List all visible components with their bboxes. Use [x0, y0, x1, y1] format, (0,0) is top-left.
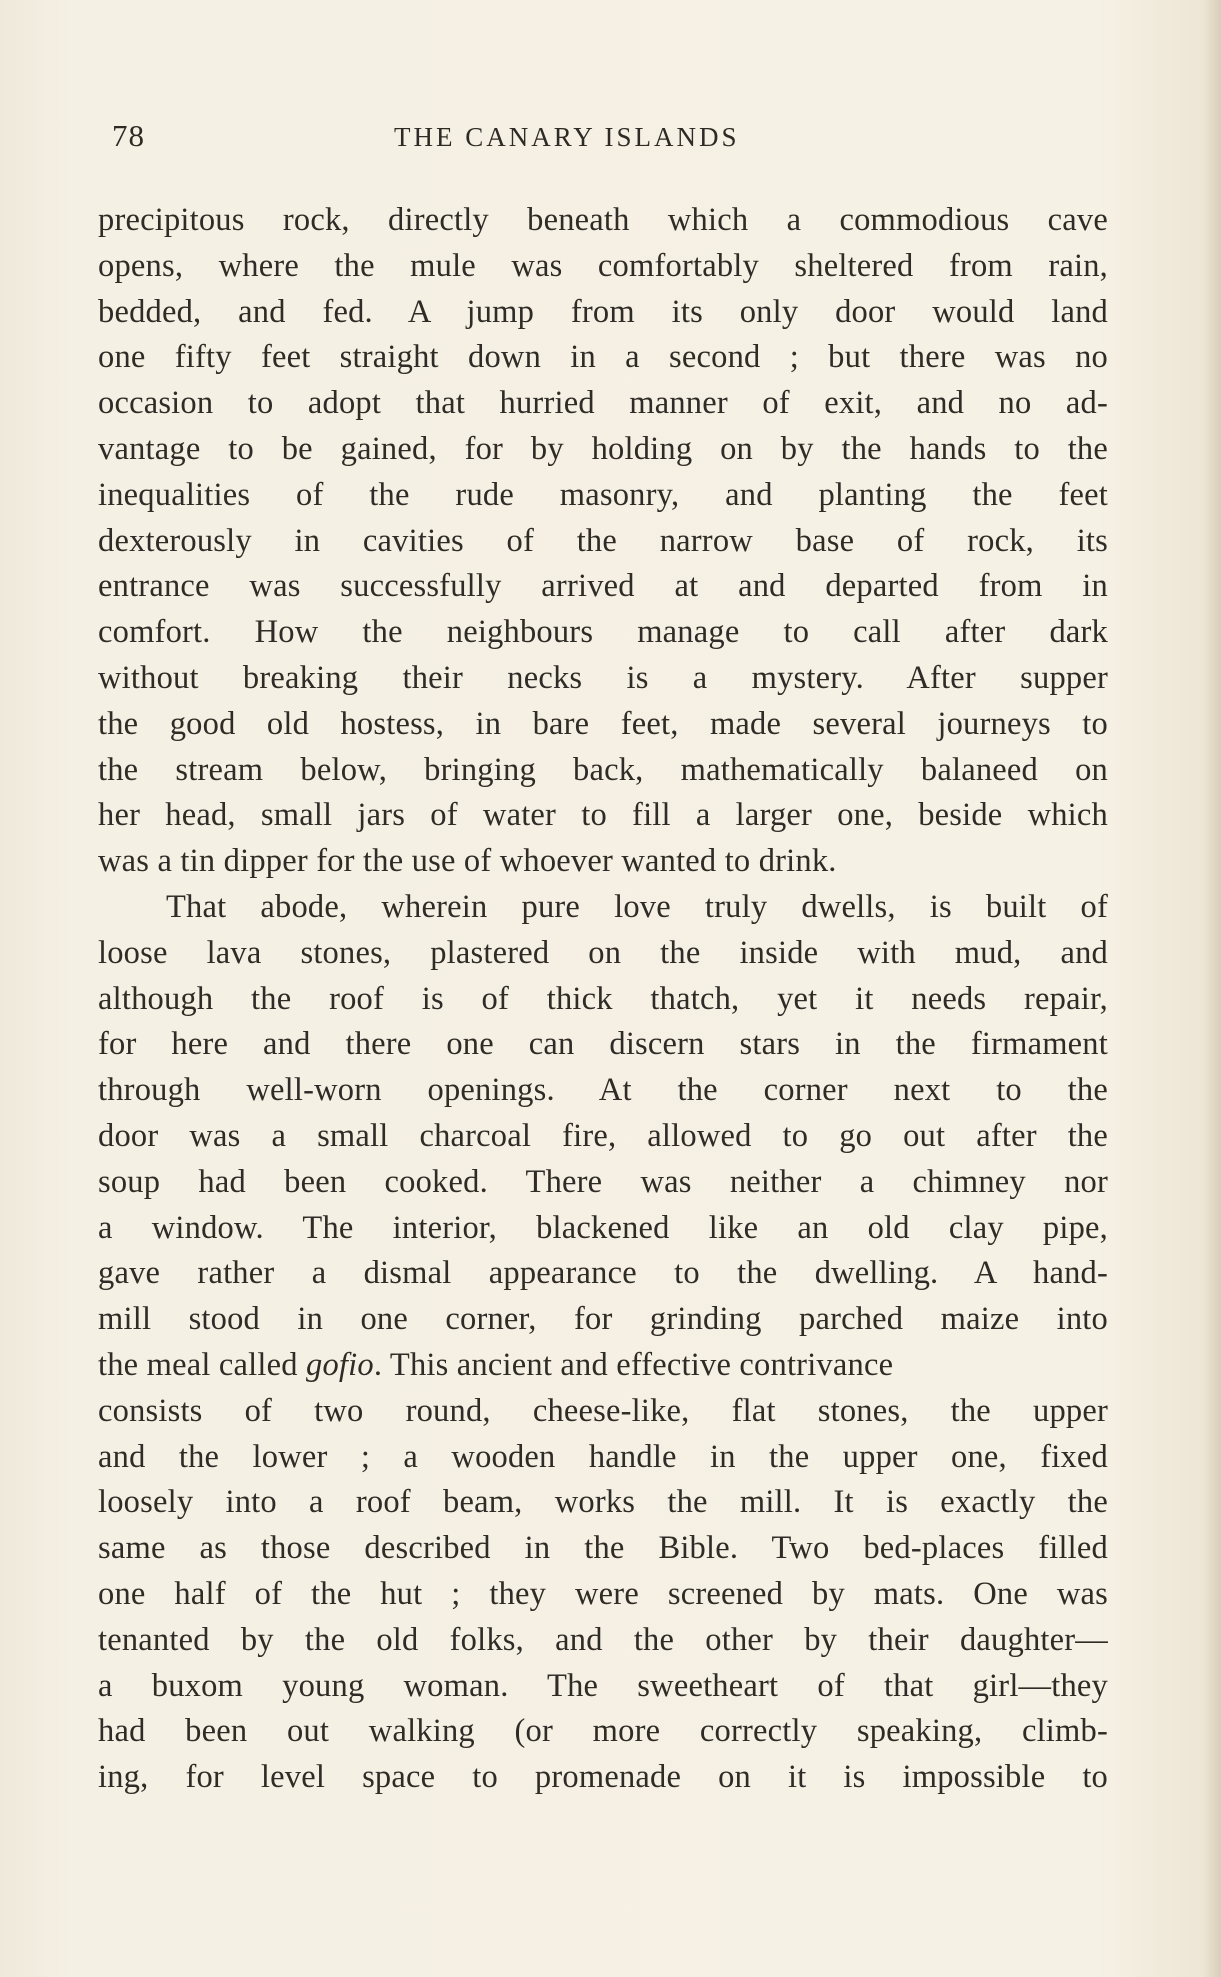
text-line: inequalities of the rude masonry, and planting the feet — [98, 476, 1108, 513]
text-line: consists of two round, cheese-like, flat stones, the upper — [98, 1392, 1108, 1429]
text-line: gave rather a dismal appearance to the dwelling. A hand- — [98, 1255, 1108, 1292]
text-line: occasion to adopt that hurried manner of exit, and no ad- — [98, 385, 1108, 422]
text-segment: the meal called — [98, 1346, 298, 1383]
text-line: and the lower ; a wooden handle in the upper one, fixed — [98, 1438, 1108, 1475]
body-text — [98, 198, 1108, 1801]
text-line: vantage to be gained, for by holding on by the hands to the — [98, 430, 1108, 467]
text-line: the stream below, bringing back, mathematically balaneed on — [98, 751, 1108, 788]
text-line: comfort. How the neighbours manage to call after dark — [98, 614, 1108, 651]
text-line: That abode, wherein pure love truly dwells, is built of — [166, 888, 1108, 925]
text-line: her head, small jars of water to fill a larger one, beside which — [98, 797, 1108, 834]
text-line: for here and there one can discern stars in the firmament — [98, 1026, 1108, 1063]
running-head: THE CANARY ISLANDS — [394, 122, 740, 152]
text-line: mill stood in one corner, for grinding parched maize into — [98, 1301, 1108, 1338]
text-line: door was a small charcoal fire, allowed to go out after the — [98, 1117, 1108, 1154]
text-line: opens, where the mule was comfortably sheltered from rain, — [98, 247, 1108, 284]
text-line: ing, for level space to promenade on it is impossible to — [98, 1759, 1108, 1796]
text-line: the good old hostess, in bare feet, made several journeys to — [98, 705, 1108, 742]
text-line: soup had been cooked. There was neither a chimney nor — [98, 1163, 1108, 1200]
text-line: through well-worn openings. At the corner next to the — [98, 1072, 1108, 1109]
text-line-mixed — [98, 1343, 1108, 1389]
text-line: a buxom young woman. The sweetheart of that girl—they — [98, 1667, 1108, 1704]
text-line: although the roof is of thick thatch, yet it needs repair, — [98, 980, 1108, 1017]
text-line: one half of the hut ; they were screened by mats. One was — [98, 1575, 1108, 1612]
text-line: was a tin dipper for the use of whoever wanted to drink. — [98, 843, 837, 880]
page-number: 78 — [112, 118, 145, 153]
text-line: one fifty feet straight down in a second ; but there was no — [98, 339, 1108, 376]
text-line: dexterously in cavities of the narrow base of rock, its — [98, 522, 1108, 559]
text-segment: . This ancient and effective contrivance — [373, 1346, 894, 1383]
text-line: entrance was successfully arrived at and departed from in — [98, 568, 1108, 605]
text-line: loose lava stones, plastered on the inside with mud, and — [98, 934, 1108, 971]
text-line: precipitous rock, directly beneath which a commodious cave — [98, 202, 1108, 238]
text-line: without breaking their necks is a mystery. After supper — [98, 659, 1108, 696]
text-line: bedded, and fed. A jump from its only door would land — [98, 293, 1108, 330]
text-line: a window. The interior, blackened like an old clay pipe, — [98, 1209, 1108, 1246]
text-line: loosely into a roof beam, works the mill. It is exactly the — [98, 1484, 1108, 1521]
page-edge-shadow — [1203, 0, 1221, 1977]
page-header — [112, 118, 832, 168]
text-line: had been out walking (or more correctly speaking, climb- — [98, 1713, 1108, 1750]
italic-term: gofio — [306, 1346, 374, 1383]
text-line: same as those described in the Bible. Two bed-places filled — [98, 1530, 1108, 1567]
text-line: tenanted by the old folks, and the other by their daughter— — [98, 1621, 1108, 1658]
